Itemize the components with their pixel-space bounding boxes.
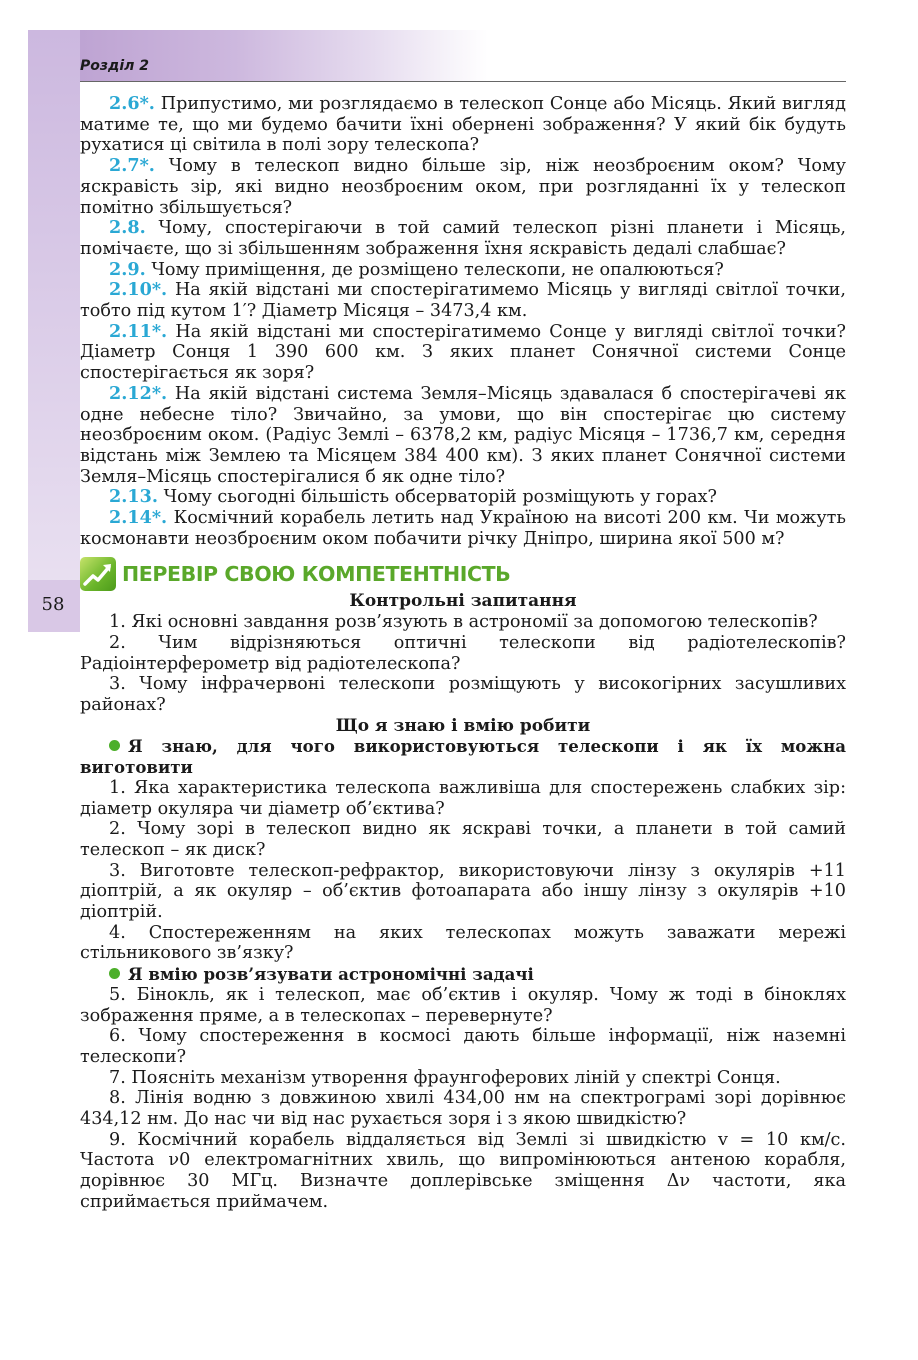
exercise-number: 2.11*.: [109, 320, 168, 342]
exercise-text: Чому в телескоп видно більше зір, ніж неозброєним оком? Чому яскравість зір, які видно неозброєним оком, при розгляданні їх у телескоп помітно збільшується?: [80, 156, 846, 218]
bullet-dot-icon: [109, 740, 120, 751]
question: 7. Поясніть механізм утворення фраунгоферових ліній у спектрі Сонця.: [109, 1067, 781, 1088]
page-content: [80, 94, 846, 1213]
exercise-text: Чому, спостерігаючи в той самий телескоп різні планети і Місяць, помічаєте, що зі збільшенням зображення їхня яскравість дедалі слабшає?: [80, 218, 846, 259]
exercise: [80, 384, 846, 488]
page-number: 58: [41, 594, 65, 615]
control-questions-heading: Контрольні запитання: [349, 591, 577, 612]
exercise: [80, 218, 846, 259]
question: 6. Чому спостереження в космосі дають більше інформації, ніж наземні телескопи?: [80, 1026, 846, 1067]
question: 4. Спостереженням на яких телескопах можуть заважати мережі стільникового зв’язку?: [80, 922, 846, 964]
question: 9. Космічний корабель віддаляється від Землі зі швидкістю v = 10 км/с. Частота ν0 електромагнітних хвиль, що випромінюються антеною корабля, дорівнює 30 МГц. Визначте доплерівське зміщення Δν частоти, яка сприймається приймачем.: [80, 1129, 846, 1212]
competence-heading: [80, 557, 846, 591]
header-rule: [80, 81, 846, 82]
exercise-text: Чому сьогодні більшість обсерваторій розміщують у горах?: [157, 487, 717, 508]
exercise-number: 2.7*.: [109, 155, 155, 177]
section-label: Розділ 2: [80, 58, 149, 74]
chart-arrow-icon: [80, 557, 116, 591]
exercise-text: Чому приміщення, де розміщено телескопи, не опалюються?: [145, 259, 724, 280]
question: 1. Яка характеристика телескопа важливіша для спостережень слабких зір: діаметр окуляра чи діаметр об’єктива?: [80, 777, 846, 819]
question: 1. Які основні завдання розв’язують в астрономії за допомогою телескопів?: [109, 612, 818, 633]
question: 5. Бінокль, як і телескоп, має об’єктив і окуляр. Чому ж тоді в біноклях зображення пряме, а в телескопах – перевернуте?: [80, 984, 846, 1026]
exercise-number: 2.8.: [109, 217, 146, 239]
exercise: [80, 156, 846, 218]
exercise: [80, 94, 846, 156]
know-heading: Що я знаю і вмію робити: [335, 715, 591, 736]
bullet-heading-text: Я знаю, для чого використовуються телескопи і як їх можна виготовити: [80, 736, 846, 778]
exercise-number: 2.10*.: [109, 279, 168, 301]
exercise-text: На якій відстані ми спостерігатимемо Місяць у вигляді світлої точки, тобто під кутом 1′? Діаметр Місяця – 3473,4 км.: [80, 280, 846, 322]
exercise-text: На якій відстані система Земля–Місяць здавалася б спостерігачеві як одне небесне тіло? Звичайно, за умови, що він спостерігає цю систему неозброєним оком. (Радіус Землі – 6378,2 км, радіус Місяця – 1736,7 км, середня відстань між Землею та Місяцем 384 400 км). З яких планет Сонячної системи Земля–Місяць спостерігалися б як одне тіло?: [80, 383, 846, 487]
exercise-number: 2.13.: [109, 486, 158, 508]
bullet-heading: [80, 736, 846, 777]
exercise: [80, 280, 846, 321]
side-band: [28, 30, 80, 630]
exercise-number: 2.6*.: [109, 93, 155, 114]
question: 2. Чому зорі в телескоп видно як яскраві точки, а планети в той самий телескоп – як диск?: [80, 819, 846, 860]
exercise: [80, 322, 846, 384]
exercise: [80, 508, 846, 549]
competence-title: ПЕРЕВІР СВОЮ КОМПЕТЕНТНІСТЬ: [122, 562, 511, 587]
exercise: [80, 487, 846, 508]
exercise: [80, 260, 846, 281]
bullet-dot-icon: [109, 968, 120, 979]
question: 2. Чим відрізняються оптичні телескопи від радіотелескопів? Радіоінтерферометр від радіотелескопа?: [80, 632, 846, 674]
header-band: [28, 30, 488, 82]
bullet-heading-text: Я вмію розв’язувати астрономічні задачі: [128, 964, 534, 985]
exercise-number: 2.14*.: [109, 507, 168, 529]
bullet-heading: [80, 964, 846, 985]
exercise-number: 2.12*.: [109, 382, 168, 404]
question: 3. Виготовте телескоп-рефрактор, використовуючи лінзу з окулярів +11 діоптрій, а як окуляр – об’єктив фотоапарата або іншу лінзу з окулярів +10 діоптрій.: [80, 860, 846, 923]
exercise-text: На якій відстані ми спостерігатимемо Сонце у вигляді світлої точки? Діаметр Сонця 1 390 600 км. З яких планет Сонячної системи Сонце спостерігається як зоря?: [80, 321, 846, 384]
exercise-number: 2.9.: [109, 258, 146, 280]
exercise-text: Космічний корабель летить над Україною на висоті 200 км. Чи можуть космонавти неозброєним оком побачити річку Дніпро, ширина якої 500 м?: [80, 508, 846, 549]
question: 8. Лінія водню з довжиною хвилі 434,00 нм на спектрограмі зорі дорівнює 434,12 нм. До нас чи від нас рухається зоря і з якою швидкістю?: [80, 1088, 846, 1130]
exercise-text: Припустимо, ми розглядаємо в телескоп Сонце або Місяць. Який вигляд матиме те, що ми будемо бачити їхні обернені зображення? У який бік будуть рухатися ці світила в полі зору телескопа?: [80, 94, 846, 156]
question: 3. Чому інфрачервоні телескопи розміщують у високогірних засушливих районах?: [80, 674, 846, 715]
